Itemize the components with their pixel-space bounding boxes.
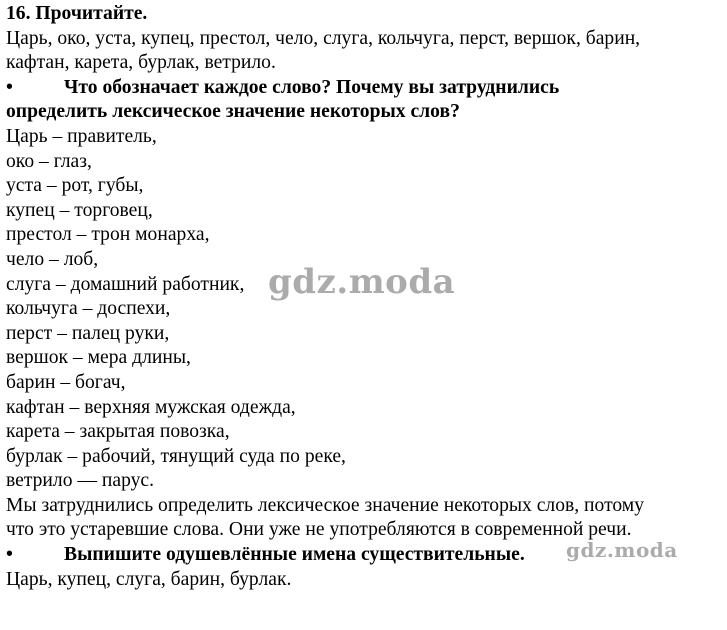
- definition-item: перст – палец руки,: [6, 322, 170, 344]
- definitions-list: [6, 125, 721, 494]
- definition-item: чело – лоб,: [6, 248, 99, 270]
- definition-item: слуга – домашний работник,: [6, 273, 245, 295]
- bullet-icon: •: [6, 76, 13, 98]
- explanation-line-1: Мы затруднились определить лексическое значение некоторых слов, потому: [6, 494, 645, 516]
- question-2-text: Выпишите одушевлённые имена существительные.: [64, 544, 525, 566]
- definition-item: око – глаз,: [6, 150, 92, 172]
- definition-item: ветрило — парус.: [6, 470, 154, 492]
- question-1-text-1: Что обозначает каждое слово? Почему вы затруднились: [64, 76, 560, 98]
- definition-item: уста – рот, губы,: [6, 175, 144, 197]
- definition-item: Царь – правитель,: [6, 125, 157, 147]
- definition-item: карета – закрытая повозка,: [6, 421, 230, 443]
- watermark-small: gdz.moda: [566, 538, 678, 562]
- definition-item: бурлак – рабочий, тянущий суда по реке,: [6, 445, 346, 467]
- definition-item: кольчуга – доспехи,: [6, 298, 171, 320]
- task-words-line-1: Царь, око, уста, купец, престол, чело, слуга, кольчуга, перст, вершок, барин,: [6, 27, 641, 49]
- definition-item: барин – богач,: [6, 371, 126, 393]
- watermark-main: gdz.moda: [268, 262, 456, 302]
- definition-item: кафтан – верхняя мужская одежда,: [6, 396, 296, 418]
- bullet-icon: •: [6, 544, 13, 566]
- task-words-line-2: кафтан, карета, бурлак, ветрило.: [6, 52, 276, 74]
- definition-item: вершок – мера длины,: [6, 347, 191, 369]
- answer-2: Царь, купец, слуга, барин, бурлак.: [6, 568, 292, 590]
- question-1-line-1: [6, 76, 721, 101]
- task-title: 16. Прочитайте.: [6, 3, 148, 24]
- definition-item: престол – трон монарха,: [6, 224, 210, 246]
- question-1-line-2: определить лексическое значение некоторых слов?: [6, 101, 460, 123]
- explanation-line-2: что это устаревшие слова. Они уже не употребляются в современной речи.: [6, 519, 632, 541]
- definition-item: купец – торговец,: [6, 199, 153, 221]
